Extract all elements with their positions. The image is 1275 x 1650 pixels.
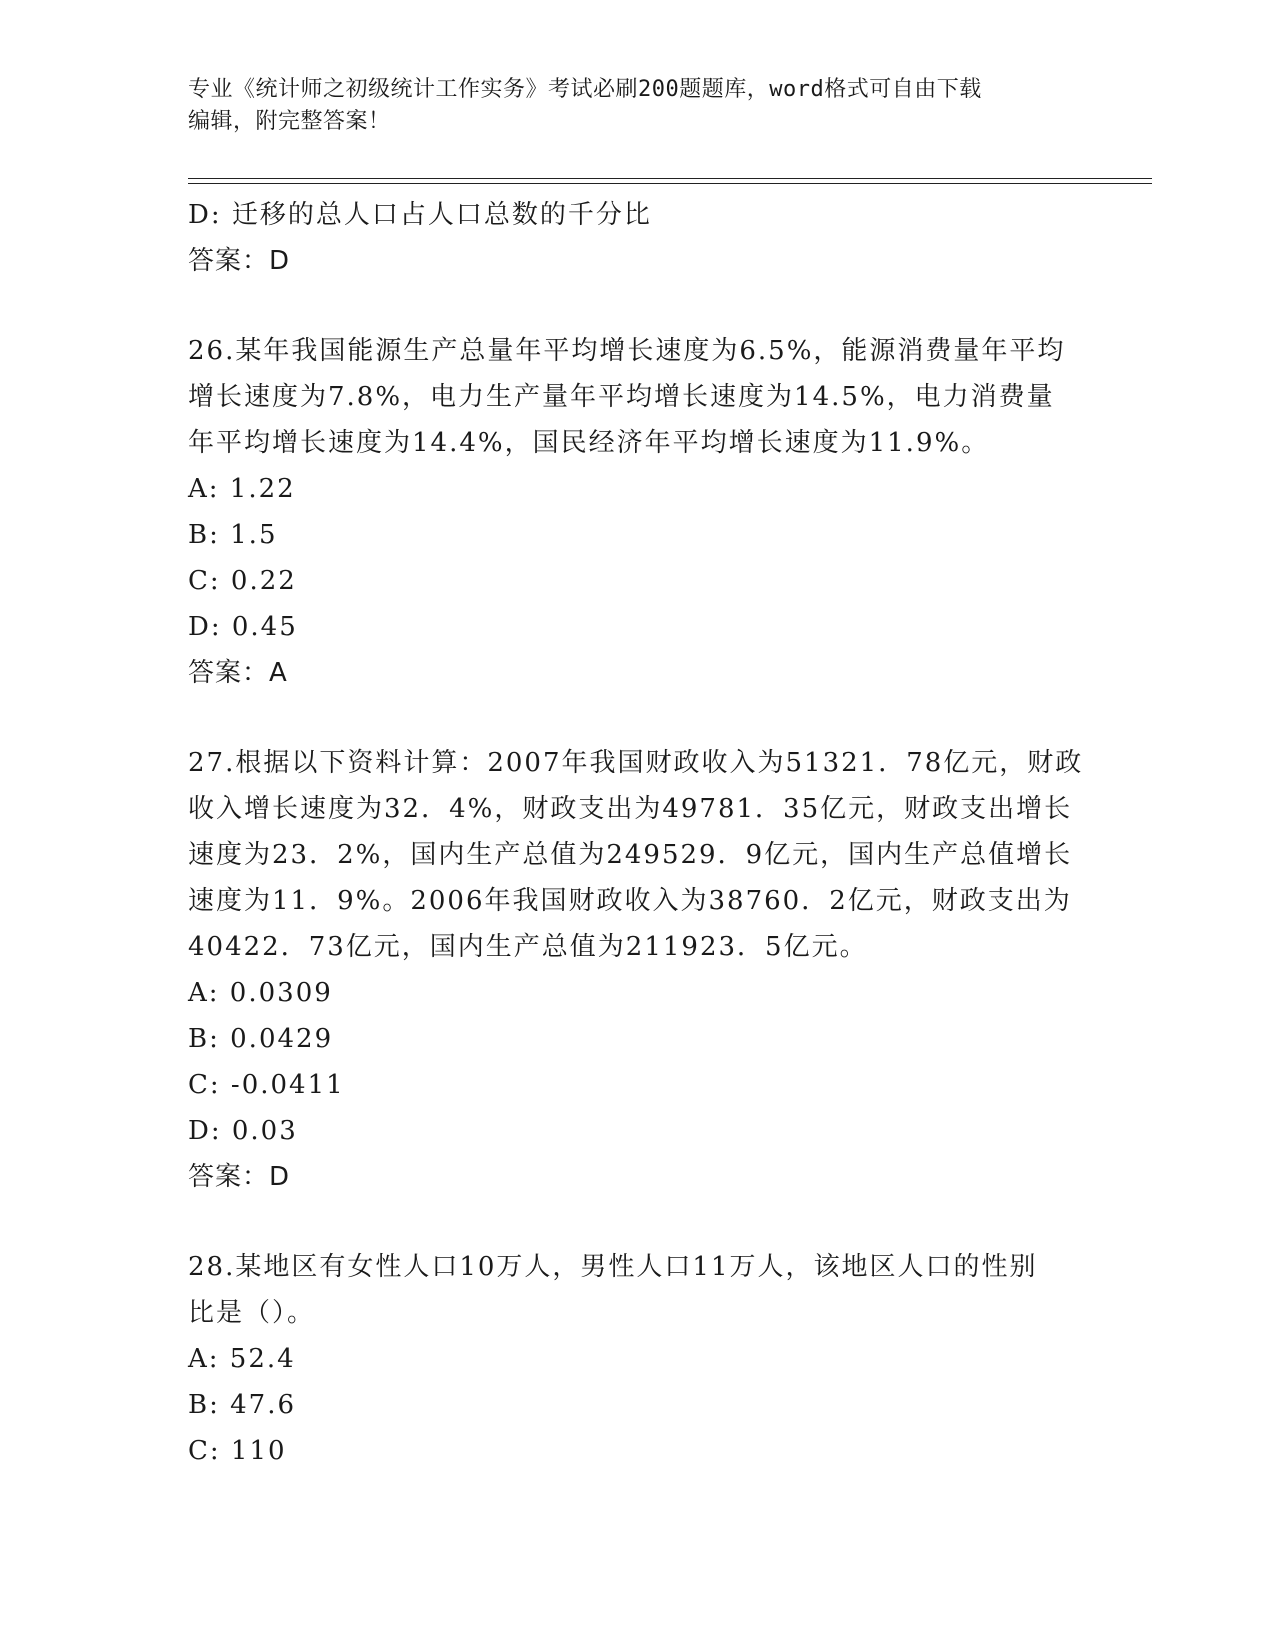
question-stem-line: 26.某年我国能源生产总量年平均增长速度为6.5%，能源消费量年平均 [188,336,1066,366]
header-line-1: 专业《统计师之初级统计工作实务》考试必刷200题题库，word格式可自由下载 [188,77,982,102]
option-b: B: 1.5 [188,520,278,550]
answer: 答案：D [188,1162,291,1192]
question-stem-line: 比是（）。 [188,1298,316,1328]
option-a: A: 0.0309 [188,978,333,1008]
question-stem-line: 28.某地区有女性人口10万人，男性人口11万人，该地区人口的性别 [188,1252,1038,1282]
prev-option-d: D: 迁移的总人口占人口总数的千分比 [188,200,652,230]
option-d: D: 0.45 [188,612,298,642]
question-26 [188,328,1088,696]
option-b: B: 47.6 [188,1390,297,1420]
spacer [188,284,1088,328]
question-stem-line: 增长速度为7.8%，电力生产量年平均增长速度为14.5%，电力消费量 [188,382,1055,412]
option-a: A: 52.4 [188,1344,296,1374]
option-b: B: 0.0429 [188,1024,334,1054]
header-line-2: 编辑，附完整答案！ [188,109,391,134]
option-c: C: 0.22 [188,566,297,596]
question-stem-line: 40422．73亿元，国内生产总值为211923．5亿元。 [188,932,868,962]
question-stem-line: 速度为23．2%，国内生产总值为249529．9亿元，国内生产总值增长 [188,840,1073,870]
question-stem-line: 27.根据以下资料计算：2007年我国财政收入为51321．78亿元，财政 [188,748,1084,778]
question-27 [188,740,1088,1200]
question-stem-line: 收入增长速度为32．4%，财政支出为49781．35亿元，财政支出增长 [188,794,1073,824]
header-divider-top [188,178,1152,179]
header-divider-bottom [188,183,1152,184]
option-a: A: 1.22 [188,474,296,504]
prev-answer: 答案：D [188,246,291,276]
document-header [188,74,1088,138]
question-stem-line: 年平均增长速度为14.4%，国民经济年平均增长速度为11.9%。 [188,428,990,458]
option-c: C: -0.0411 [188,1070,345,1100]
question-content [188,192,1088,1474]
option-c: C: 110 [188,1436,287,1466]
spacer [188,1200,1088,1244]
question-stem-line: 速度为11．9%。2006年我国财政收入为38760．2亿元，财政支出为 [188,886,1072,916]
answer: 答案：A [188,658,288,688]
option-d: D: 0.03 [188,1116,298,1146]
spacer [188,696,1088,740]
question-28 [188,1244,1088,1474]
